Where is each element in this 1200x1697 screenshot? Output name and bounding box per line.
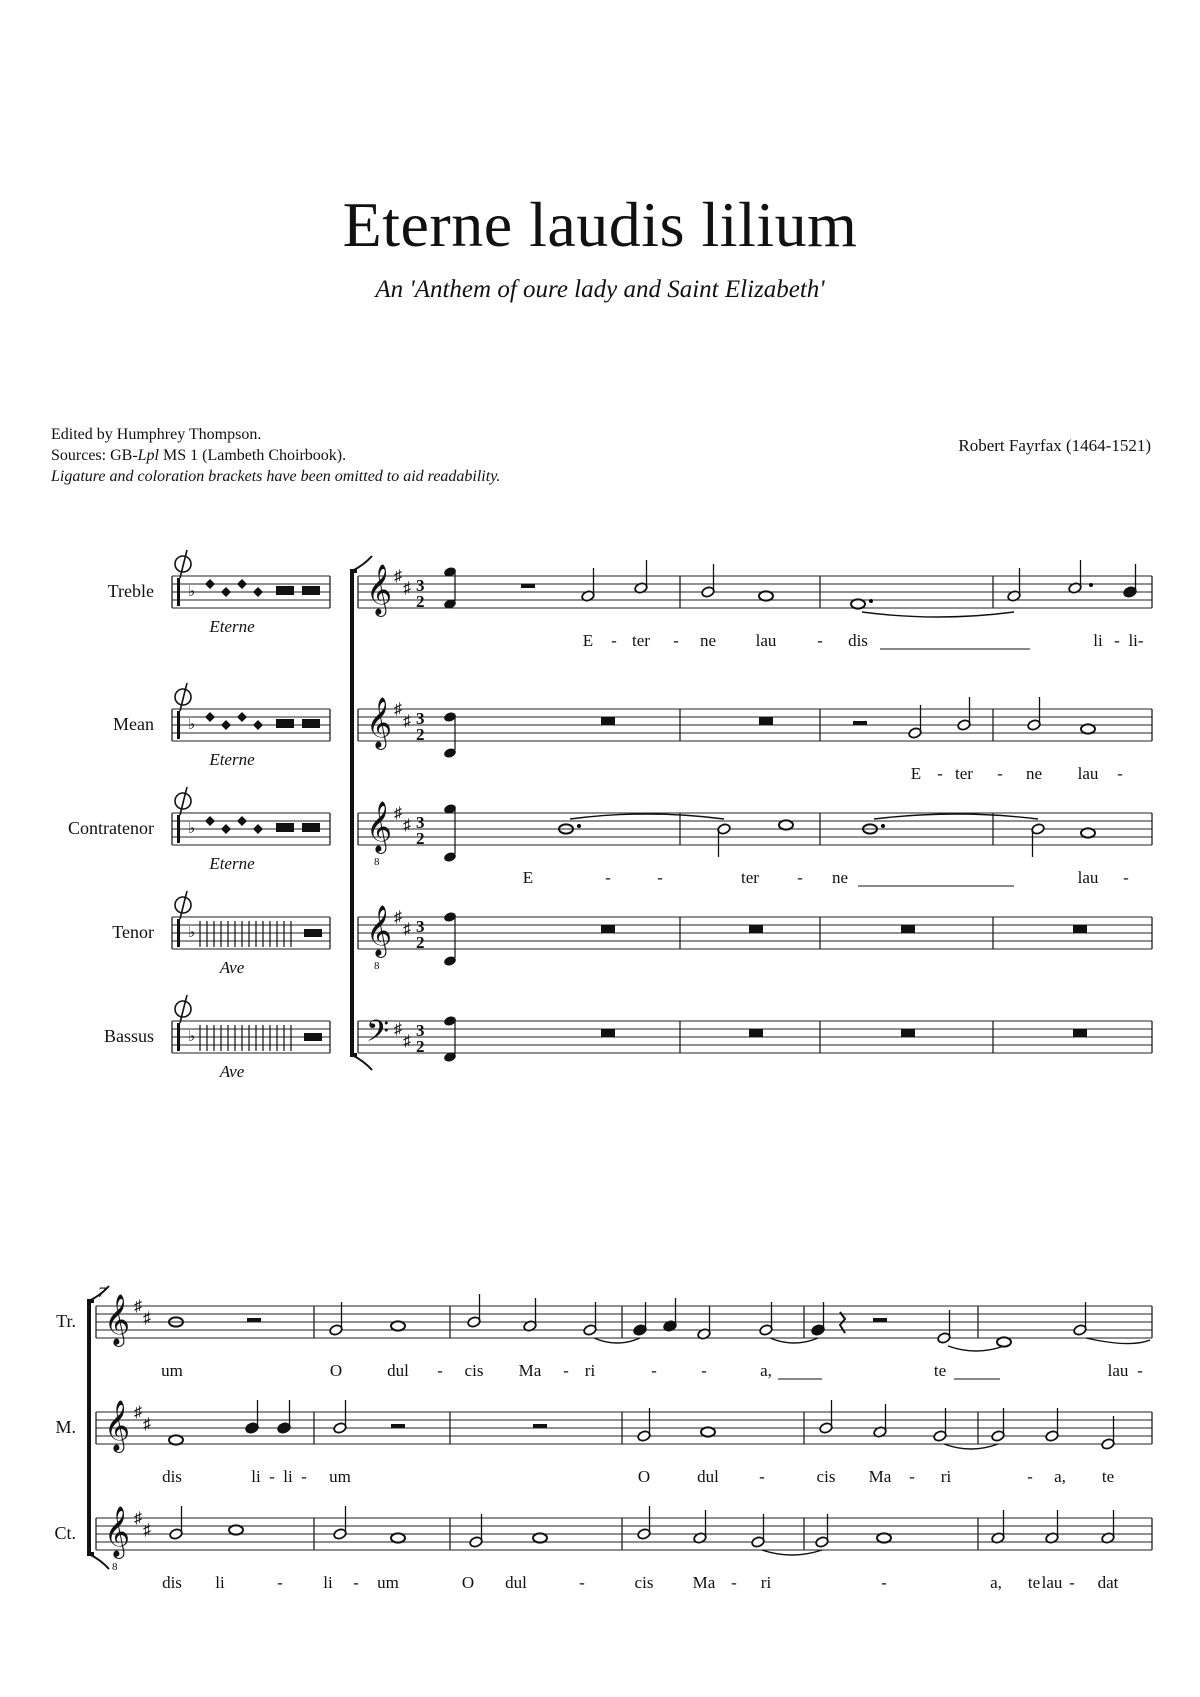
lyric-contratenor: - xyxy=(1123,868,1129,887)
lyric-mean: dul xyxy=(697,1467,719,1486)
key-sharp-icon: ♯ xyxy=(134,1510,142,1527)
treble-clef-icon: 𝄞 xyxy=(366,906,393,955)
lyric-mean: ri xyxy=(940,1467,952,1486)
lyric-mean: cis xyxy=(816,1467,836,1486)
lyric-contratenor: - xyxy=(797,868,803,887)
lyric-contratenor: li xyxy=(215,1573,225,1592)
rest xyxy=(901,925,915,933)
tie xyxy=(770,1338,818,1343)
tie xyxy=(948,1346,1004,1351)
flat-icon: ♭ xyxy=(188,584,196,600)
c-clef-icon xyxy=(177,578,180,606)
incipit-breve xyxy=(304,1033,322,1041)
tie xyxy=(570,814,724,819)
lyric-contratenor: - xyxy=(881,1573,887,1592)
lyric-treble: - xyxy=(817,631,823,650)
treble-clef-icon: 𝄞 xyxy=(104,1507,131,1556)
lyric-contratenor: cis xyxy=(634,1573,654,1592)
key-sharp-icon: ♯ xyxy=(403,713,411,730)
lyric-contratenor: - xyxy=(731,1573,737,1592)
key-sharp-icon: ♯ xyxy=(394,1021,402,1038)
lyric-treble: - xyxy=(701,1361,707,1380)
c-clef-icon xyxy=(177,711,180,739)
lyric-mean: a, xyxy=(1054,1467,1066,1486)
lyric-mean: um xyxy=(329,1467,351,1486)
note-head xyxy=(533,1533,547,1542)
lyric-mean: li xyxy=(251,1467,261,1486)
note-dot xyxy=(1089,583,1093,587)
voice-label-tenor: Tenor xyxy=(112,922,154,942)
treble-clef-icon: 𝄞 xyxy=(366,565,393,614)
sources-prefix: Sources: GB- xyxy=(51,447,138,464)
tie xyxy=(874,814,1038,819)
note-head xyxy=(997,1337,1011,1346)
lyric-mean: lau xyxy=(1077,764,1099,783)
lyric-mean: Ma xyxy=(868,1467,892,1486)
flat-icon: ♭ xyxy=(188,717,196,733)
lyric-mean: O xyxy=(637,1467,651,1486)
lyric-mean: - xyxy=(269,1467,275,1486)
sources-rest: MS 1 (Lambeth Choirbook). xyxy=(159,447,347,464)
tie xyxy=(862,612,1014,617)
note-head xyxy=(877,1533,891,1542)
rest xyxy=(601,717,615,725)
lyric-treble: um xyxy=(161,1361,183,1380)
incipit-text: Eterne xyxy=(209,854,255,873)
lyric-treble: E xyxy=(582,631,594,650)
key-sharp-icon: ♯ xyxy=(394,568,402,585)
note-head xyxy=(169,1435,183,1444)
note-dot xyxy=(869,599,873,603)
lyric-mean: - xyxy=(759,1467,765,1486)
tie xyxy=(944,1444,998,1449)
note-head xyxy=(759,591,773,600)
system2-bracket xyxy=(89,1301,94,1554)
note-head xyxy=(1081,724,1095,733)
key-sharp-icon: ♯ xyxy=(394,909,402,926)
key-sharp-icon: ♯ xyxy=(403,580,411,597)
flat-icon: ♭ xyxy=(188,925,196,941)
incipit-breve xyxy=(302,823,320,832)
lyric-treble: li- xyxy=(1128,631,1144,650)
lyric-treble: te xyxy=(933,1361,947,1380)
incipit-breve xyxy=(276,823,294,832)
lyric-mean: E xyxy=(910,764,922,783)
lyric-mean: - xyxy=(909,1467,915,1486)
key-sharp-icon: ♯ xyxy=(143,1416,151,1433)
note-head xyxy=(1081,828,1095,837)
rest xyxy=(873,1318,887,1322)
treble-clef-icon: 𝄞 xyxy=(104,1401,131,1450)
mensuration-sign-icon xyxy=(180,683,187,711)
lyric-contratenor: - xyxy=(657,868,663,887)
lyric-contratenor: Ma xyxy=(692,1573,716,1592)
lyric-contratenor: - xyxy=(605,868,611,887)
rest xyxy=(601,925,615,933)
incipit-note xyxy=(253,720,263,730)
voice-label-bassus: Bassus xyxy=(103,1026,154,1046)
rest xyxy=(901,1029,915,1037)
lyric-contratenor: ne xyxy=(831,868,849,887)
lyric-contratenor: E xyxy=(522,868,534,887)
lyric-contratenor: dis xyxy=(162,1573,182,1592)
lyric-contratenor: lau xyxy=(1041,1573,1063,1592)
incipit-text: Eterne xyxy=(209,617,255,636)
incipit-text: Ave xyxy=(219,1062,245,1081)
flat-icon: ♭ xyxy=(188,821,196,837)
lyric-treble: - xyxy=(651,1361,657,1380)
lyric-treble: ne xyxy=(699,631,717,650)
voice-label-mean: Mean xyxy=(113,714,154,734)
rest xyxy=(391,1424,405,1428)
c-clef-icon xyxy=(177,1023,180,1051)
note-head xyxy=(779,820,793,829)
lyric-treble: dis xyxy=(848,631,868,650)
piece-title: Eterne laudis lilium xyxy=(342,189,858,260)
incipit-text: Ave xyxy=(219,958,245,977)
time-signature-top: 3 xyxy=(416,709,425,728)
incipit-breve xyxy=(302,719,320,728)
time-signature-bottom: 2 xyxy=(416,592,425,611)
lyric-treble: lau xyxy=(755,631,777,650)
tie xyxy=(594,1338,640,1343)
incipit-breve xyxy=(304,929,322,937)
lyric-contratenor: lau xyxy=(1077,868,1099,887)
rest xyxy=(521,584,535,588)
rest xyxy=(759,717,773,725)
lyric-mean: - xyxy=(997,764,1003,783)
lyric-treble: cis xyxy=(464,1361,484,1380)
lyric-contratenor: ter xyxy=(741,868,759,887)
note-head xyxy=(851,599,865,608)
lyric-contratenor: te xyxy=(1027,1573,1041,1592)
rest xyxy=(749,1029,763,1037)
system-bracket xyxy=(352,571,357,1055)
incipit-note xyxy=(205,816,215,826)
incipit-note xyxy=(205,579,215,589)
incipit-note xyxy=(221,720,231,730)
treble-clef-icon: 𝄞 xyxy=(366,698,393,747)
incipit-breve xyxy=(276,586,294,595)
rest xyxy=(853,721,867,725)
lyric-treble: O xyxy=(329,1361,343,1380)
lyric-contratenor: - xyxy=(277,1573,283,1592)
lyric-contratenor: - xyxy=(1069,1573,1075,1592)
incipit-breve xyxy=(276,719,294,728)
key-sharp-icon: ♯ xyxy=(134,1404,142,1421)
lyric-contratenor: li xyxy=(323,1573,333,1592)
time-signature-top: 3 xyxy=(416,917,425,936)
lyric-treble: - xyxy=(437,1361,443,1380)
lyric-contratenor: um xyxy=(377,1573,399,1592)
lyric-treble: dul xyxy=(387,1361,409,1380)
lyric-treble: a, xyxy=(760,1361,772,1380)
piece-subtitle: An 'Anthem of oure lady and Saint Elizabeth' xyxy=(375,276,825,303)
key-sharp-icon: ♯ xyxy=(403,921,411,938)
lyric-mean: li xyxy=(283,1467,293,1486)
time-signature-bottom: 2 xyxy=(416,1037,425,1056)
lyric-treble: - xyxy=(611,631,617,650)
measure-number: 7 xyxy=(98,1285,106,1301)
incipit-note xyxy=(253,587,263,597)
voice-abbr: Ct. xyxy=(54,1523,76,1543)
editor-credit: Edited by Humphrey Thompson. xyxy=(51,426,262,443)
lyric-contratenor: dul xyxy=(505,1573,527,1592)
treble-clef-icon: 𝄞 xyxy=(104,1295,131,1344)
sources-library: Lpl xyxy=(137,447,159,464)
flat-icon: ♭ xyxy=(188,1029,196,1045)
lyric-mean: te xyxy=(1101,1467,1115,1486)
time-signature-top: 3 xyxy=(416,813,425,832)
lyric-treble: ri xyxy=(584,1361,596,1380)
key-sharp-icon: ♯ xyxy=(403,1033,411,1050)
treble-clef-icon: 𝄞 xyxy=(366,802,393,851)
octave-mark: 8 xyxy=(374,960,380,972)
lyric-treble: ter xyxy=(632,631,650,650)
tie xyxy=(1086,1338,1150,1344)
rest xyxy=(1073,1029,1087,1037)
lyric-mean: ter xyxy=(955,764,973,783)
c-clef-icon xyxy=(177,815,180,843)
incipit-note xyxy=(237,816,247,826)
lyric-treble: - xyxy=(563,1361,569,1380)
lyric-contratenor: - xyxy=(353,1573,359,1592)
incipit-note xyxy=(237,712,247,722)
voice-abbr: M. xyxy=(55,1417,76,1437)
bracket-hook-bottom xyxy=(89,1554,109,1569)
rest xyxy=(533,1424,547,1428)
lyric-mean: ne xyxy=(1025,764,1043,783)
note-head xyxy=(391,1533,405,1542)
octave-mark: 8 xyxy=(374,856,380,868)
key-sharp-icon: ♯ xyxy=(403,817,411,834)
lyric-treble: lau xyxy=(1107,1361,1129,1380)
time-signature-top: 3 xyxy=(416,576,425,595)
time-signature-bottom: 2 xyxy=(416,829,425,848)
composer-credit: Robert Fayrfax (1464-1521) xyxy=(958,436,1151,455)
lyric-mean: dis xyxy=(162,1467,182,1486)
voice-label-contratenor: Contratenor xyxy=(68,818,154,838)
key-sharp-icon: ♯ xyxy=(394,805,402,822)
key-sharp-icon: ♯ xyxy=(143,1522,151,1539)
lyric-treble: li xyxy=(1093,631,1103,650)
incipit-note xyxy=(221,824,231,834)
mensuration-sign-icon xyxy=(180,891,187,919)
lyric-mean: - xyxy=(1027,1467,1033,1486)
octave-mark: 8 xyxy=(112,1561,118,1573)
lyric-treble: - xyxy=(1114,631,1120,650)
note-dot xyxy=(577,824,581,828)
rest xyxy=(749,925,763,933)
lyric-treble: - xyxy=(673,631,679,650)
tie xyxy=(762,1550,822,1555)
time-signature-bottom: 2 xyxy=(416,933,425,952)
lyric-mean: - xyxy=(1117,764,1123,783)
incipit-note xyxy=(221,587,231,597)
voice-label-treble: Treble xyxy=(107,581,154,601)
lyric-mean: - xyxy=(301,1467,307,1486)
lyric-mean: - xyxy=(937,764,943,783)
time-signature-bottom: 2 xyxy=(416,725,425,744)
incipit-breve xyxy=(302,586,320,595)
bass-clef-icon: 𝄢 xyxy=(366,1015,390,1055)
bracket-hook-bottom xyxy=(352,1055,372,1070)
rest xyxy=(1073,925,1087,933)
lyric-contratenor: - xyxy=(579,1573,585,1592)
note-head xyxy=(391,1321,405,1330)
incipit-text: Eterne xyxy=(209,750,255,769)
lyric-contratenor: ri xyxy=(760,1573,772,1592)
incipit-note xyxy=(237,579,247,589)
mensuration-sign-icon xyxy=(180,787,187,815)
note-head xyxy=(229,1525,243,1534)
lyric-treble: Ma xyxy=(518,1361,542,1380)
key-sharp-icon: ♯ xyxy=(143,1310,151,1327)
time-signature-top: 3 xyxy=(416,1021,425,1040)
rest xyxy=(601,1029,615,1037)
c-clef-icon xyxy=(177,919,180,947)
incipit-note xyxy=(205,712,215,722)
key-sharp-icon: ♯ xyxy=(394,701,402,718)
mensuration-sign-icon xyxy=(180,995,187,1023)
note-head xyxy=(701,1427,715,1436)
lyric-treble: - xyxy=(1137,1361,1143,1380)
mensuration-sign-icon xyxy=(180,550,187,578)
lyric-contratenor: a, xyxy=(990,1573,1002,1592)
voice-abbr: Tr. xyxy=(56,1311,76,1331)
lyric-contratenor: dat xyxy=(1097,1573,1119,1592)
key-sharp-icon: ♯ xyxy=(134,1298,142,1315)
lyric-contratenor: O xyxy=(461,1573,475,1592)
note-dot xyxy=(881,824,885,828)
editorial-note: Ligature and coloration brackets have been omitted to aid readability. xyxy=(51,468,501,485)
rest xyxy=(247,1318,261,1322)
incipit-note xyxy=(253,824,263,834)
